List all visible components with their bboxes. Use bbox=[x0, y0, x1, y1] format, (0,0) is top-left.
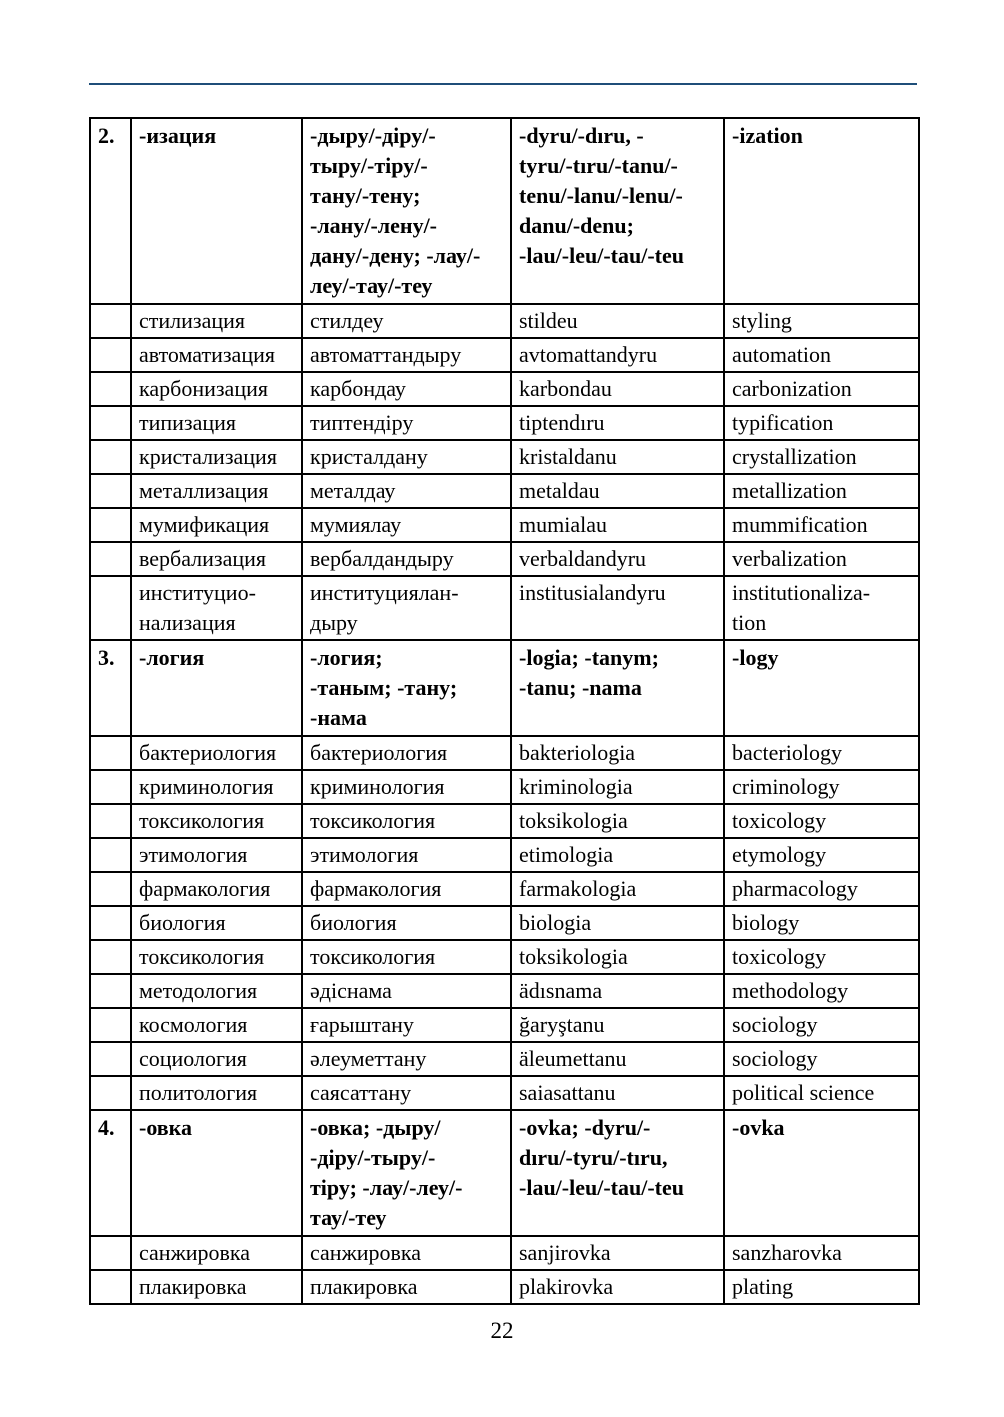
english-term: institutionaliza- tion bbox=[724, 576, 919, 640]
table-row bbox=[90, 872, 919, 906]
latin-term: institusialandyru bbox=[511, 576, 724, 640]
kazakh-term: кристалдану bbox=[302, 440, 511, 474]
latin-term: toksikologia bbox=[511, 804, 724, 838]
russian-term: этимология bbox=[131, 838, 302, 872]
russian-term: типизация bbox=[131, 406, 302, 440]
number-cell bbox=[90, 906, 131, 940]
table-row bbox=[90, 1270, 919, 1304]
group-number: 3. bbox=[90, 640, 131, 736]
latin-term: biologia bbox=[511, 906, 724, 940]
russian-suffix: -изация bbox=[131, 118, 302, 304]
russian-term: фармакология bbox=[131, 872, 302, 906]
russian-term: политология bbox=[131, 1076, 302, 1110]
kazakh-suffix: -овка; -дыру/ -діру/-тыру/- тіру; -лау/-леу/- тау/-теу bbox=[302, 1110, 511, 1236]
table-row bbox=[90, 736, 919, 770]
number-cell bbox=[90, 1236, 131, 1270]
english-term: political science bbox=[724, 1076, 919, 1110]
table-row bbox=[90, 770, 919, 804]
group-header-row bbox=[90, 1110, 919, 1236]
kazakh-term: биология bbox=[302, 906, 511, 940]
number-cell bbox=[90, 1270, 131, 1304]
latin-term: stildeu bbox=[511, 304, 724, 338]
kazakh-term: токсикология bbox=[302, 940, 511, 974]
table-row bbox=[90, 440, 919, 474]
russian-term: стилизация bbox=[131, 304, 302, 338]
english-term: carbonization bbox=[724, 372, 919, 406]
number-cell bbox=[90, 770, 131, 804]
english-term: crystallization bbox=[724, 440, 919, 474]
number-cell bbox=[90, 576, 131, 640]
russian-term: токсикология bbox=[131, 804, 302, 838]
russian-term: кристализация bbox=[131, 440, 302, 474]
kazakh-term: санжировка bbox=[302, 1236, 511, 1270]
english-suffix: -ovka bbox=[724, 1110, 919, 1236]
russian-term: санжировка bbox=[131, 1236, 302, 1270]
table-row bbox=[90, 338, 919, 372]
latin-term: kristaldanu bbox=[511, 440, 724, 474]
russian-term: космология bbox=[131, 1008, 302, 1042]
table-row bbox=[90, 542, 919, 576]
kazakh-term: бактериология bbox=[302, 736, 511, 770]
russian-term: криминология bbox=[131, 770, 302, 804]
latin-term: metaldau bbox=[511, 474, 724, 508]
kazakh-term: типтендіру bbox=[302, 406, 511, 440]
number-cell bbox=[90, 440, 131, 474]
english-term: sanzharovka bbox=[724, 1236, 919, 1270]
kazakh-term: әлеуметтану bbox=[302, 1042, 511, 1076]
kazakh-term: мумиялау bbox=[302, 508, 511, 542]
number-cell bbox=[90, 304, 131, 338]
latin-term: farmakologia bbox=[511, 872, 724, 906]
russian-term: биология bbox=[131, 906, 302, 940]
kazakh-term: стилдеу bbox=[302, 304, 511, 338]
english-term: typification bbox=[724, 406, 919, 440]
table-row bbox=[90, 508, 919, 542]
russian-term: институцио- нализация bbox=[131, 576, 302, 640]
group-number: 4. bbox=[90, 1110, 131, 1236]
russian-suffix: -логия bbox=[131, 640, 302, 736]
russian-term: вербализация bbox=[131, 542, 302, 576]
latin-term: kriminologia bbox=[511, 770, 724, 804]
header-rule bbox=[89, 83, 917, 85]
english-term: mummification bbox=[724, 508, 919, 542]
table-row bbox=[90, 406, 919, 440]
table-row bbox=[90, 474, 919, 508]
number-cell bbox=[90, 804, 131, 838]
group-number: 2. bbox=[90, 118, 131, 304]
english-term: pharmacology bbox=[724, 872, 919, 906]
russian-term: карбонизация bbox=[131, 372, 302, 406]
number-cell bbox=[90, 338, 131, 372]
english-suffix: -logy bbox=[724, 640, 919, 736]
table-row bbox=[90, 1236, 919, 1270]
table-row bbox=[90, 372, 919, 406]
latin-term: karbondau bbox=[511, 372, 724, 406]
latin-term: verbaldandyru bbox=[511, 542, 724, 576]
number-cell bbox=[90, 406, 131, 440]
table-row bbox=[90, 576, 919, 640]
russian-term: автоматизация bbox=[131, 338, 302, 372]
kazakh-term: плакировка bbox=[302, 1270, 511, 1304]
english-term: automation bbox=[724, 338, 919, 372]
kazakh-term: токсикология bbox=[302, 804, 511, 838]
latin-term: äleumettanu bbox=[511, 1042, 724, 1076]
english-term: metallization bbox=[724, 474, 919, 508]
english-term: toxicology bbox=[724, 804, 919, 838]
page-number: 22 bbox=[490, 1318, 514, 1343]
kazakh-term: әдіснама bbox=[302, 974, 511, 1008]
english-term: verbalization bbox=[724, 542, 919, 576]
english-term: criminology bbox=[724, 770, 919, 804]
kazakh-suffix: -логия; -таным; -тану; -нама bbox=[302, 640, 511, 736]
table-row bbox=[90, 304, 919, 338]
russian-term: бактериология bbox=[131, 736, 302, 770]
number-cell bbox=[90, 1042, 131, 1076]
group-header-row bbox=[90, 640, 919, 736]
latin-suffix: -logia; -tanym; -tanu; -nama bbox=[511, 640, 724, 736]
latin-term: plakirovka bbox=[511, 1270, 724, 1304]
number-cell bbox=[90, 508, 131, 542]
table-row bbox=[90, 1042, 919, 1076]
russian-term: металлизация bbox=[131, 474, 302, 508]
latin-term: ğaryştanu bbox=[511, 1008, 724, 1042]
latin-term: toksikologia bbox=[511, 940, 724, 974]
russian-term: мумификация bbox=[131, 508, 302, 542]
table-body bbox=[90, 118, 919, 1304]
table-row bbox=[90, 838, 919, 872]
latin-term: saiasattanu bbox=[511, 1076, 724, 1110]
latin-term: sanjirovka bbox=[511, 1236, 724, 1270]
russian-suffix: -овка bbox=[131, 1110, 302, 1236]
number-cell bbox=[90, 1008, 131, 1042]
table-row bbox=[90, 940, 919, 974]
number-cell bbox=[90, 1076, 131, 1110]
kazakh-suffix: -дыру/-діру/- тыру/-тіру/- тану/-тену; -лану/-лену/- дану/-дену; -лау/- леу/-тау/-теу bbox=[302, 118, 511, 304]
number-cell bbox=[90, 940, 131, 974]
latin-term: mumialau bbox=[511, 508, 724, 542]
number-cell bbox=[90, 474, 131, 508]
kazakh-term: этимология bbox=[302, 838, 511, 872]
number-cell bbox=[90, 974, 131, 1008]
latin-term: ädısnama bbox=[511, 974, 724, 1008]
number-cell bbox=[90, 736, 131, 770]
english-term: plating bbox=[724, 1270, 919, 1304]
english-term: bacteriology bbox=[724, 736, 919, 770]
table-row bbox=[90, 1076, 919, 1110]
kazakh-term: криминология bbox=[302, 770, 511, 804]
kazakh-term: металдау bbox=[302, 474, 511, 508]
english-suffix: -ization bbox=[724, 118, 919, 304]
kazakh-term: институциялан- дыру bbox=[302, 576, 511, 640]
russian-term: методология bbox=[131, 974, 302, 1008]
kazakh-term: вербалдандыру bbox=[302, 542, 511, 576]
table-row bbox=[90, 804, 919, 838]
latin-term: bakteriologia bbox=[511, 736, 724, 770]
english-term: etymology bbox=[724, 838, 919, 872]
russian-term: токсикология bbox=[131, 940, 302, 974]
russian-term: социология bbox=[131, 1042, 302, 1076]
english-term: toxicology bbox=[724, 940, 919, 974]
english-term: styling bbox=[724, 304, 919, 338]
terminology-table bbox=[89, 117, 920, 1305]
table-row bbox=[90, 906, 919, 940]
table-row bbox=[90, 974, 919, 1008]
group-header-row bbox=[90, 118, 919, 304]
latin-term: etimologia bbox=[511, 838, 724, 872]
latin-term: avtomattandyru bbox=[511, 338, 724, 372]
english-term: methodology bbox=[724, 974, 919, 1008]
kazakh-term: автоматтандыру bbox=[302, 338, 511, 372]
english-term: sociology bbox=[724, 1008, 919, 1042]
number-cell bbox=[90, 872, 131, 906]
latin-term: tiptendıru bbox=[511, 406, 724, 440]
number-cell bbox=[90, 372, 131, 406]
kazakh-term: ғарыштану bbox=[302, 1008, 511, 1042]
russian-term: плакировка bbox=[131, 1270, 302, 1304]
latin-suffix: -dyru/-dıru, - tyru/-tıru/-tanu/- tenu/-lanu/-lenu/- danu/-denu; -lau/-leu/-tau/-teu bbox=[511, 118, 724, 304]
kazakh-term: саясаттану bbox=[302, 1076, 511, 1110]
english-term: biology bbox=[724, 906, 919, 940]
kazakh-term: фармакология bbox=[302, 872, 511, 906]
english-term: sociology bbox=[724, 1042, 919, 1076]
number-cell bbox=[90, 838, 131, 872]
table-row bbox=[90, 1008, 919, 1042]
latin-suffix: -ovka; -dyru/- dıru/-tyru/-tıru, -lau/-leu/-tau/-teu bbox=[511, 1110, 724, 1236]
kazakh-term: карбондау bbox=[302, 372, 511, 406]
number-cell bbox=[90, 542, 131, 576]
